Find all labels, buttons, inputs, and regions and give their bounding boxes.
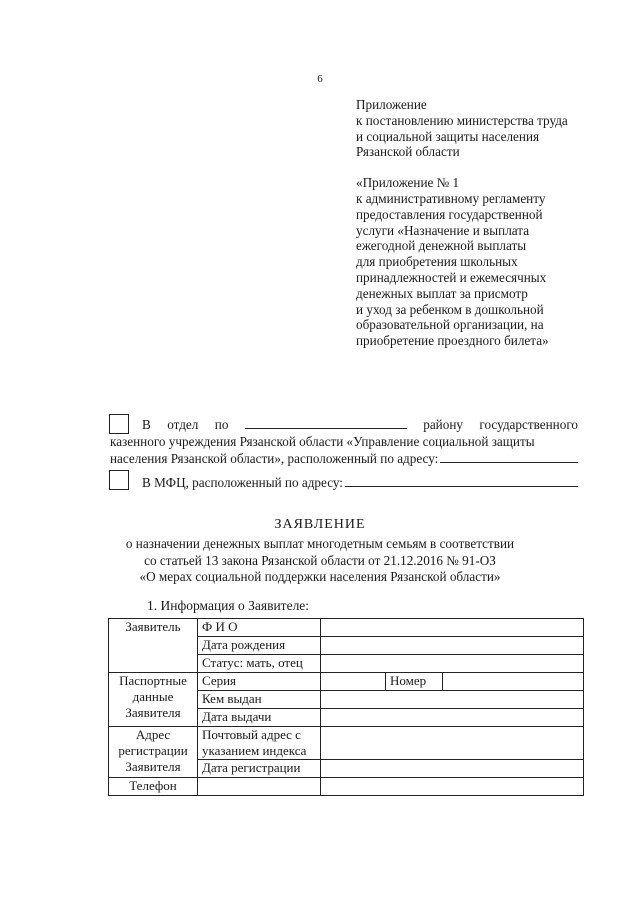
annex-line: Приложение xyxy=(356,97,427,112)
phone-extra[interactable] xyxy=(321,778,584,796)
regulation-line: услуги «Назначение и выплата xyxy=(356,222,530,238)
issued-by-value[interactable] xyxy=(321,691,584,709)
district-blank[interactable] xyxy=(245,416,407,429)
word-otdel: отдел xyxy=(167,417,199,432)
number-label: Номер xyxy=(385,673,443,690)
phone-label: Телефон xyxy=(109,778,198,796)
addressee-option-mfc xyxy=(142,474,578,491)
addressee-line3 xyxy=(110,450,578,467)
regulation-line: и уход за ребенком в дошкольной xyxy=(356,301,544,317)
regulation-line: приобретение проездного билета» xyxy=(356,333,549,349)
regulation-line: образовательной организации, на xyxy=(356,317,544,333)
applicant-label: Заявитель xyxy=(109,619,198,673)
annex-line: и социальной защиты населения xyxy=(356,128,540,144)
registration-date-label: Дата регистрации xyxy=(198,760,321,778)
issued-by-label: Кем выдан xyxy=(198,691,321,709)
annex-line: Рязанской области xyxy=(356,144,460,160)
page-number: 6 xyxy=(317,73,323,85)
department-address-blank[interactable] xyxy=(440,450,578,463)
registration-date-value[interactable] xyxy=(321,760,584,778)
birth-date-value[interactable] xyxy=(321,637,584,655)
annex-block xyxy=(356,97,616,349)
applicant-info-table xyxy=(108,618,584,796)
addressee-line3-text: населения Рязанской области», расположенный по адресу: xyxy=(110,451,439,466)
regulation-line: денежных выплат за присмотр xyxy=(356,285,528,301)
phone-value[interactable] xyxy=(198,778,321,796)
subtitle-line: со статьей 13 закона Рязанской области от 21.12.2016 № 91-ОЗ xyxy=(144,552,496,568)
regulation-line: «Приложение № 1 xyxy=(356,175,460,191)
issue-date-value[interactable] xyxy=(321,709,584,727)
series-value[interactable] xyxy=(325,673,385,690)
subtitle-line: «О мерах социальной поддержки населения Рязанской области» xyxy=(139,569,501,584)
regulation-line: ежегодной денежной выплаты xyxy=(356,238,527,254)
regulation-line: предоставления государственной xyxy=(356,206,543,222)
series-number-cell xyxy=(321,673,584,691)
annex-line: к постановлению министерства труда xyxy=(356,112,568,128)
birth-date-label: Дата рождения xyxy=(198,637,321,655)
postal-address-value[interactable] xyxy=(321,727,584,760)
postal-address-label: Почтовый адрес с указанием индекса xyxy=(198,727,321,760)
fio-label: Ф И О xyxy=(198,619,321,637)
statement-title: ЗАЯВЛЕНИЕ xyxy=(274,517,366,532)
regulation-line: принадлежностей и ежемесячных xyxy=(356,269,547,285)
mfc-checkbox[interactable] xyxy=(109,470,129,490)
department-checkbox[interactable] xyxy=(109,414,129,434)
fio-value[interactable] xyxy=(321,619,584,637)
number-value[interactable] xyxy=(443,673,579,690)
mfc-address-blank[interactable] xyxy=(345,474,578,487)
issue-date-label: Дата выдачи xyxy=(198,709,321,727)
registration-label: Адрес регистрации Заявителя xyxy=(109,727,198,778)
statement-subtitle xyxy=(0,536,640,586)
subtitle-line: о назначении денежных выплат многодетным семьям в соответствии xyxy=(125,536,515,551)
addressee-option-department xyxy=(142,416,578,433)
mfc-text: В МФЦ, расположенный по адресу: xyxy=(142,475,343,490)
word-gos: государственного xyxy=(479,417,578,432)
status-label: Статус: мать, отец xyxy=(198,655,321,673)
regulation-line: к административному регламенту xyxy=(356,190,546,206)
word-rayonu: району xyxy=(423,417,463,432)
series-label: Серия xyxy=(198,673,321,691)
addressee-line2 xyxy=(110,433,578,450)
section-heading: 1. Информация о Заявителе: xyxy=(147,598,310,613)
word-po: по xyxy=(214,417,229,432)
word-v: В xyxy=(142,417,151,432)
passport-label: Паспортные данные Заявителя xyxy=(109,673,198,727)
status-value[interactable] xyxy=(321,655,584,673)
addressee-line2-text: казенного учреждения Рязанской области «Управление социальной защиты xyxy=(110,434,535,449)
regulation-line: для приобретения школьных xyxy=(356,254,518,270)
